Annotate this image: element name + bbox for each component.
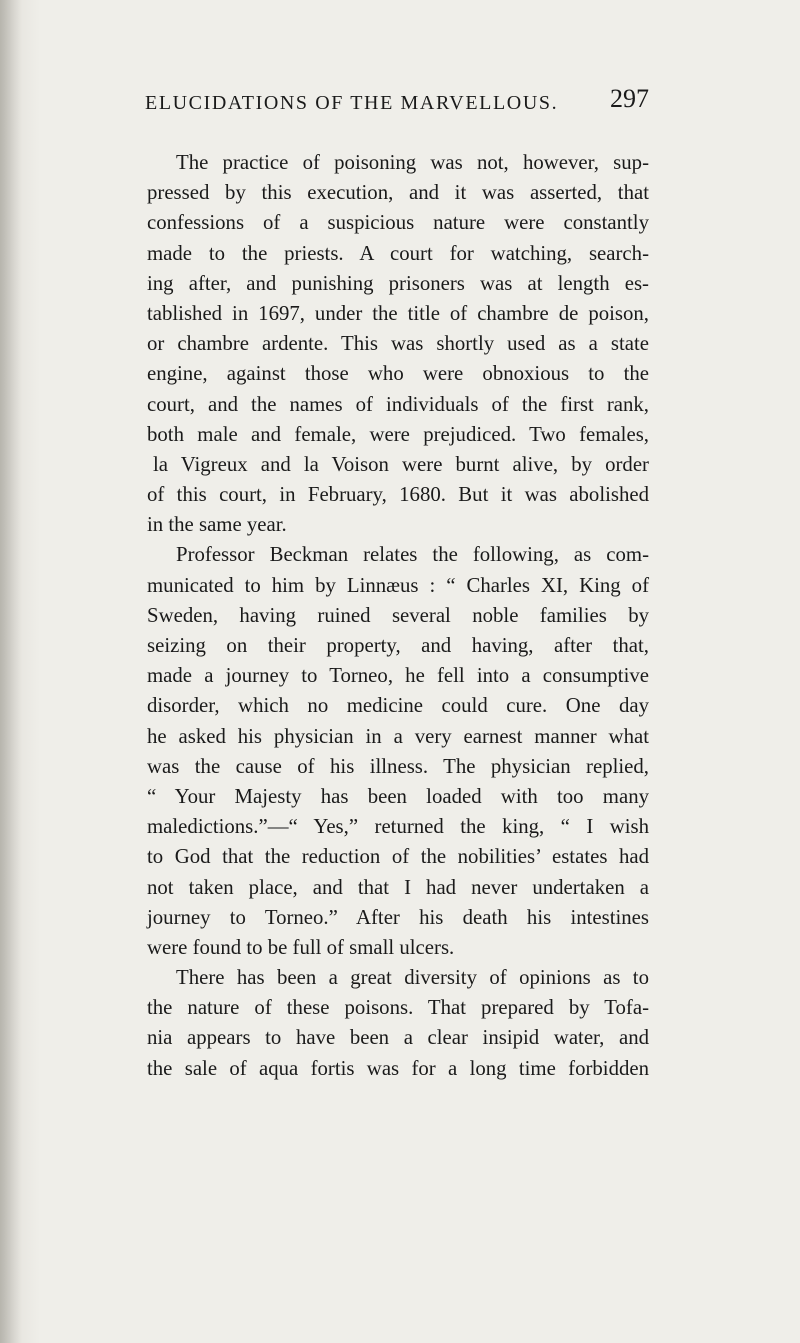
text-line: maledictions.”—“ Yes,” returned the king, “ I wish: [147, 815, 649, 839]
text-line: disorder, which no medicine could cure. One day: [147, 694, 649, 718]
text-line: engine, against those who were obnoxious to the: [147, 362, 649, 386]
running-title: ELUCIDATIONS OF THE MARVELLOUS.: [145, 92, 559, 114]
text-line: or chambre ardente. This was shortly used as a state: [147, 332, 649, 356]
text-line: of this court, in February, 1680. But it was abolished: [147, 483, 649, 507]
text-line: confessions of a suspicious nature were constantly: [147, 211, 649, 235]
binding-shadow: [0, 0, 22, 1343]
page-number: 297: [610, 84, 649, 113]
text-line: municated to him by Linnæus : “ Charles XI, King of: [147, 573, 649, 597]
text-line: There has been a great diversity of opinions as to: [176, 966, 649, 990]
running-head: [145, 84, 649, 120]
text-line: court, and the names of individuals of the first rank,: [147, 392, 649, 416]
text-line: Sweden, having ruined several noble families by: [147, 603, 649, 627]
text-line: was the cause of his illness. The physician replied,: [147, 754, 649, 778]
text-line: in the same year.: [147, 513, 287, 537]
text-line: “ Your Majesty has been loaded with too many: [147, 784, 649, 808]
text-line: journey to Torneo.” After his death his intestines: [147, 905, 649, 929]
body-text: [147, 148, 649, 1084]
text-line: made a journey to Torneo, he fell into a consumptive: [147, 664, 649, 688]
text-line: Professor Beckman relates the following, as com-: [176, 543, 649, 567]
text-line: ing after, and punishing prisoners was at length es-: [147, 271, 649, 295]
text-line: not taken place, and that I had never undertaken a: [147, 875, 649, 899]
text-line: he asked his physician in a very earnest manner what: [147, 724, 649, 748]
text-line: the nature of these poisons. That prepared by Tofa-: [147, 996, 649, 1020]
text-line: seizing on their property, and having, after that,: [147, 634, 649, 657]
text-line: were found to be full of small ulcers.: [147, 935, 455, 959]
text-line: la Vigreux and la Voison were burnt alive, by order: [153, 452, 649, 476]
text-line: the sale of aqua fortis was for a long time forbidden: [147, 1056, 649, 1080]
text-line: pressed by this execution, and it was asserted, that: [147, 181, 649, 205]
text-line: tablished in 1697, under the title of chambre de poison,: [147, 301, 649, 325]
text-line: both male and female, were prejudiced. Two females,: [147, 422, 649, 446]
text-line: nia appears to have been a clear insipid water, and: [147, 1026, 649, 1050]
text-line: The practice of poisoning was not, however, sup-: [176, 151, 649, 174]
text-line: to God that the reduction of the nobilities’ estates had: [147, 845, 649, 869]
text-line: made to the priests. A court for watching, search-: [147, 241, 649, 265]
